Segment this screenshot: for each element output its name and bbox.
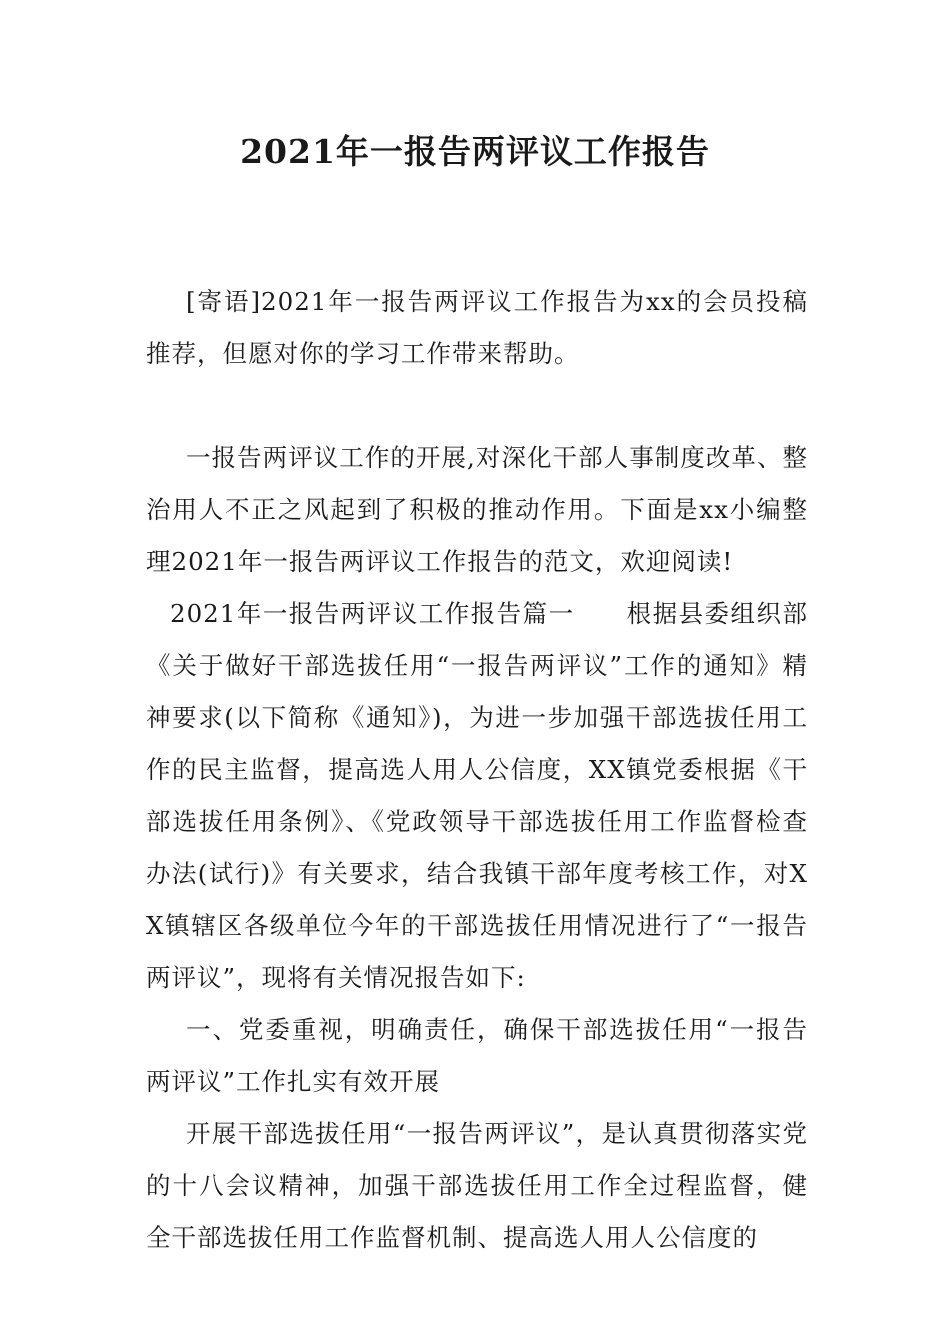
intro-paragraph: 一报告两评议工作的开展,对深化干部人事制度改革、整治用人不正之风起到了积极的推动作用。下面是xx小编整理2021年一报告两评议工作报告的范文，欢迎阅读!: [146, 443, 808, 576]
paragraph-gap: [146, 380, 808, 432]
preface-paragraph: [寄语]2021年一报告两评议工作报告为xx的会员投稿推荐，但愿对你的学习工作带来帮助。: [146, 287, 808, 368]
report-opening-paragraph: 2021年一报告两评议工作报告篇一 根据县委组织部《关于做好干部选拔任用“一报告两评议”工作的通知》精神要求(以下简称《通知》)，为进一步加强干部选拔任用工作的民主监督，提高选人用人公信度，XX镇党委根据《干部选拔任用条例》、《党政领导干部选拔任用工作监督检查办法(试行)》有关要求，结合我镇干部年度考核工作，对XX镇辖区各级单位今年的干部选拔任用情况进行了“一报告两评议”，现将有关情况报告如下:: [146, 599, 808, 992]
document-title: 2021年一报告两评议工作报告: [240, 132, 710, 171]
section-heading-1: 一、党委重视，明确责任，确保干部选拔任用“一报告两评议”工作扎实有效开展: [146, 1015, 808, 1096]
section-body-paragraph: 开展干部选拔任用“一报告两评议”，是认真贯彻落实党的十八会议精神，加强干部选拔任用工作全过程监督，健全干部选拔任用工作监督机制、提高选人用人公信度的: [146, 1119, 808, 1252]
document-body: [146, 276, 808, 1264]
